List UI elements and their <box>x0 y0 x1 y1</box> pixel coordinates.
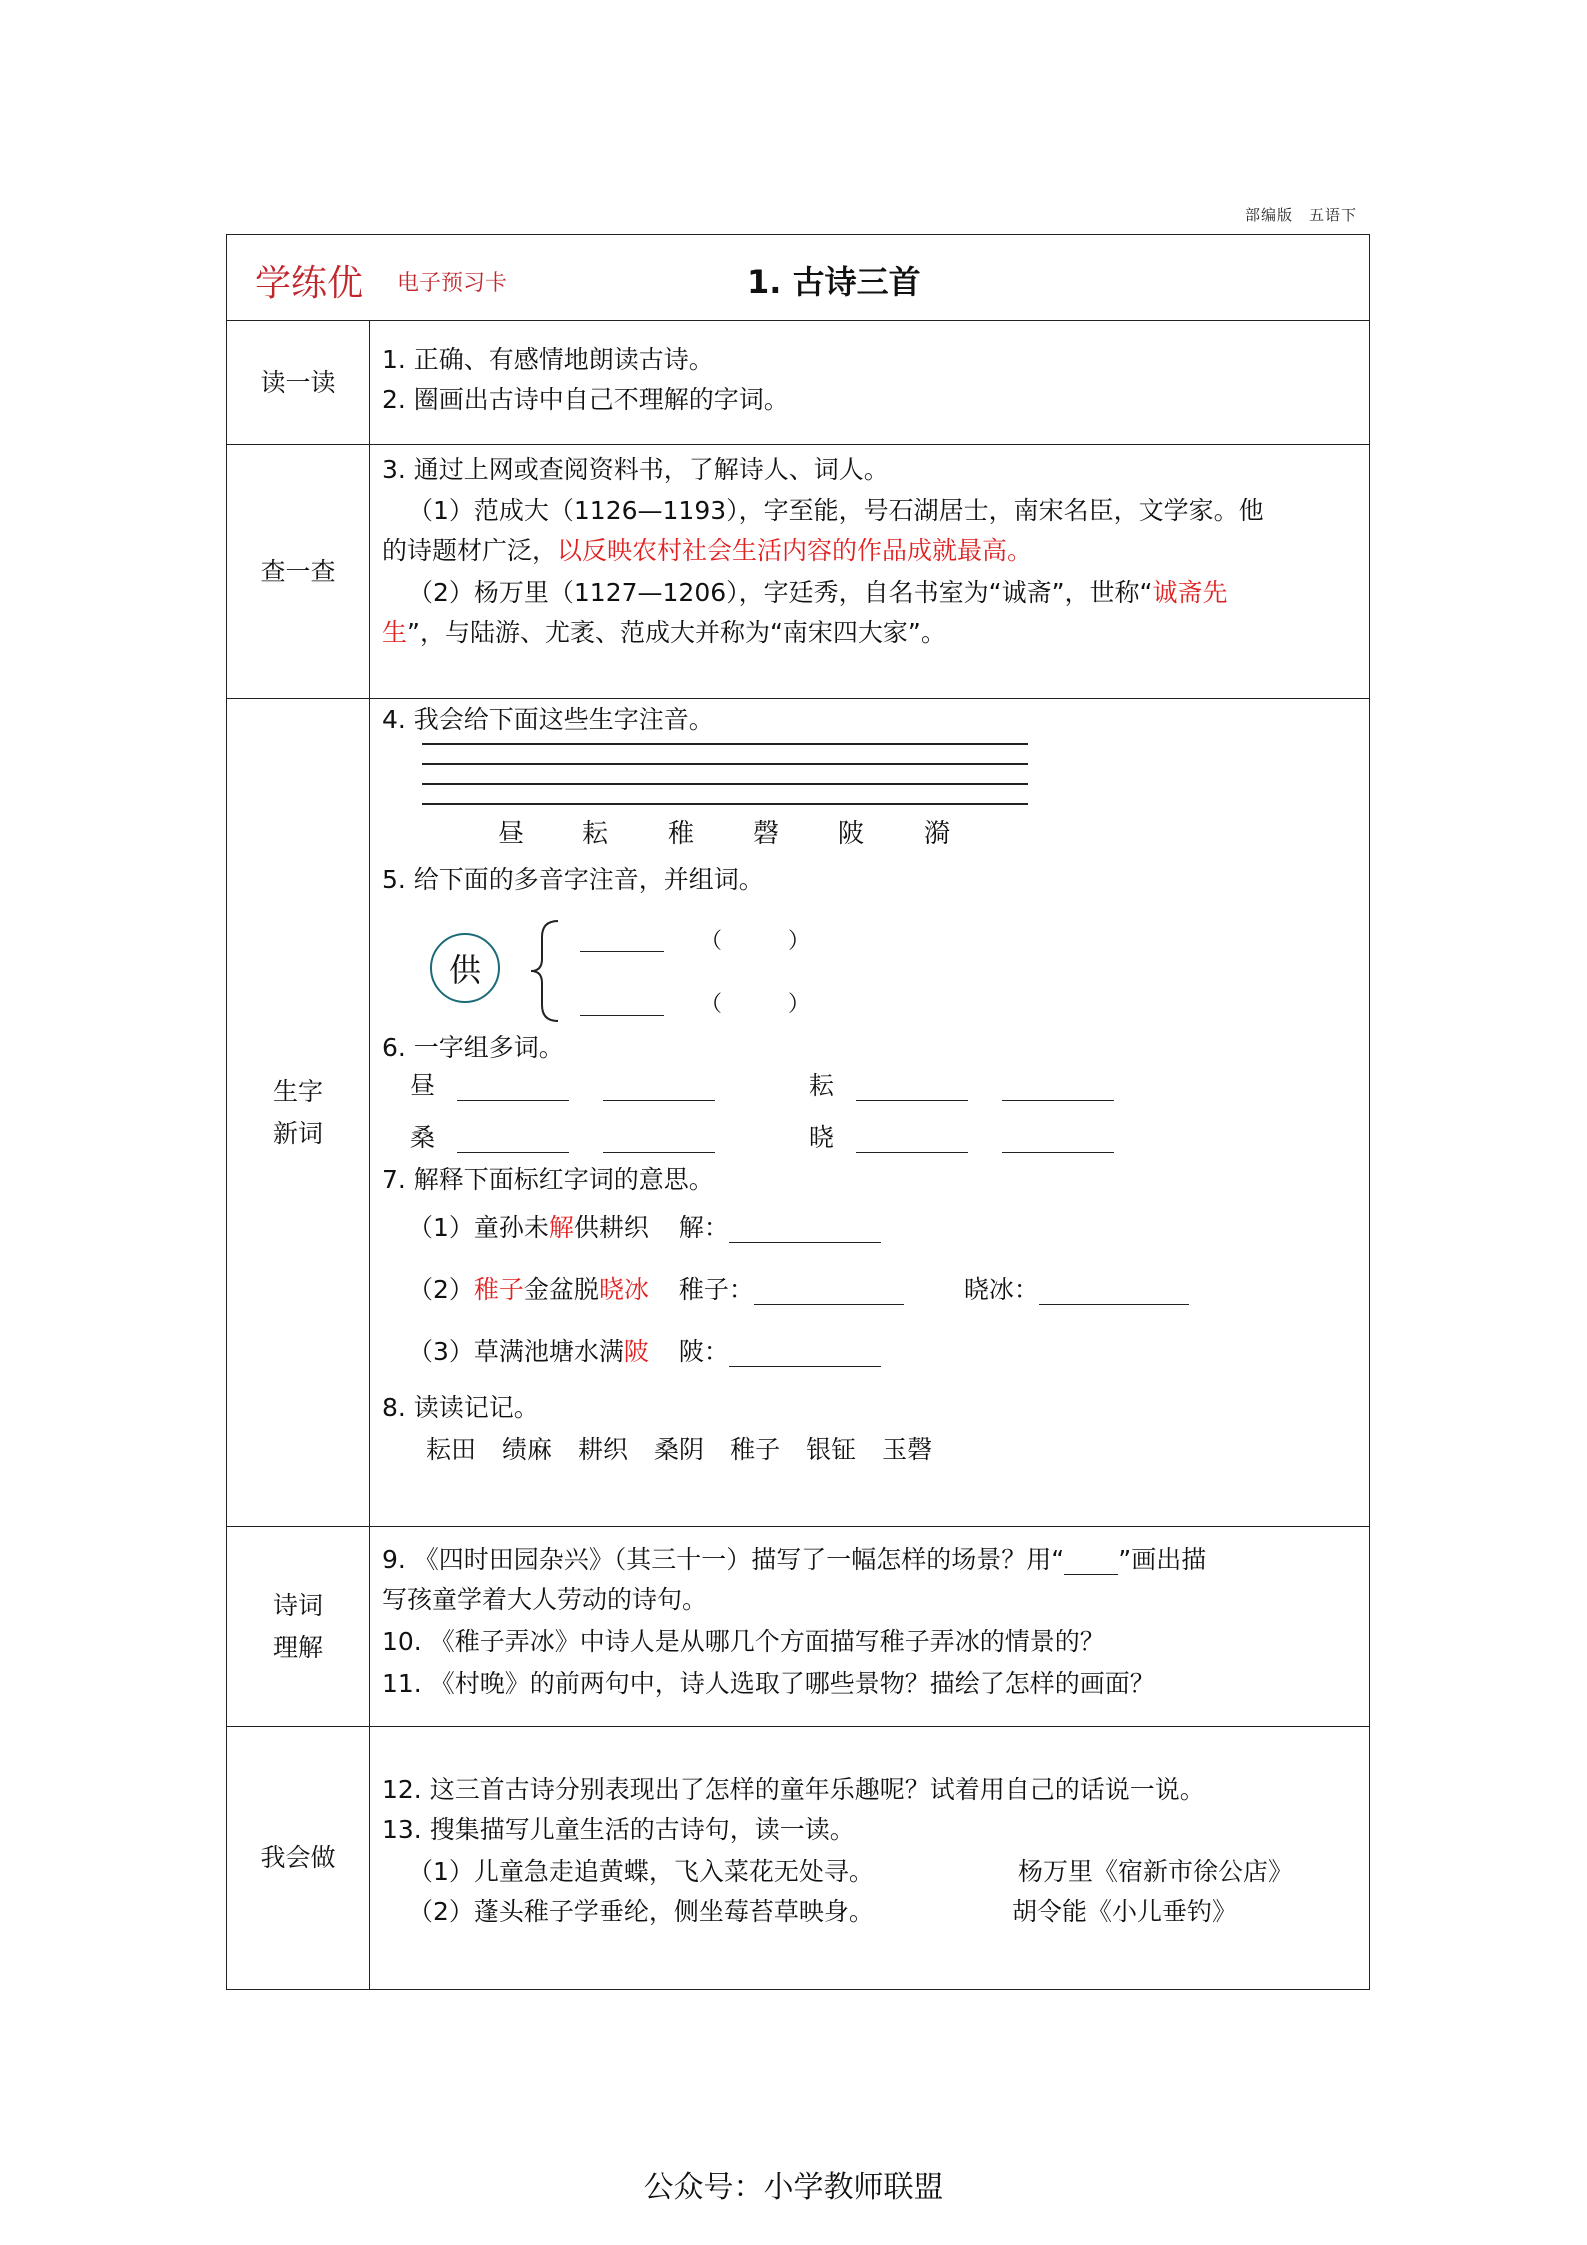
explain-1: （1）童孙未解供耕织 解： <box>408 1213 881 1243</box>
section-words <box>227 699 1369 1527</box>
question-9: 9. 《四时田园杂兴》（其三十一）描写了一幅怎样的场景？用“ ”画出描 <box>382 1545 1207 1574</box>
question-2: 2. 圈画出古诗中自己不理解的字词。 <box>382 385 789 414</box>
explain-3: （3）草满池塘水满陂 陂： <box>408 1337 881 1367</box>
card-subtitle: 电子预习卡 <box>397 271 508 296</box>
group-row-1: 昼 耘 <box>410 1071 1114 1101</box>
word-blank-1[interactable]: （ ） <box>700 929 811 954</box>
pinyin-line <box>422 803 1028 805</box>
section-read <box>227 321 1369 445</box>
char: 昼 <box>498 819 525 849</box>
grade: 五语下 <box>1308 206 1357 224</box>
pinyin-line <box>422 783 1028 785</box>
question-7: 7. 解释下面标红字词的意思。 <box>382 1165 714 1194</box>
poet-fan-line1: （1）范成大（1126—1193），字至能，号石湖居士，南宋名臣，文学家。他 <box>408 496 1264 525</box>
pinyin-blank-2[interactable] <box>580 989 664 1016</box>
section-label: 读一读 <box>227 321 370 444</box>
question-5: 5. 给下面的多音字注音，并组词。 <box>382 865 764 894</box>
group-row-2: 桑 晓 <box>410 1123 1114 1153</box>
poem-line-2: （2）蓬头稚子学垂纶，侧坐莓苔草映身。 <box>408 1897 874 1926</box>
question-1: 1. 正确、有感情地朗读古诗。 <box>382 345 714 374</box>
section-label: 我会做 <box>227 1727 370 1989</box>
question-13: 13. 搜集描写儿童生活的古诗句，读一读。 <box>382 1815 855 1844</box>
question-9-cont: 写孩童学着大人劳动的诗句。 <box>382 1585 708 1614</box>
section-label: 生字 新词 <box>227 699 370 1526</box>
question-12: 12. 这三首古诗分别表现出了怎样的童年乐趣呢？试着用自己的话说一说。 <box>382 1775 1205 1804</box>
page-title: 1. 古诗三首 <box>747 263 921 301</box>
header-row <box>227 235 1369 321</box>
section-do <box>227 1727 1369 1989</box>
char: 陂 <box>838 819 865 849</box>
question-4: 4. 我会给下面这些生字注音。 <box>382 705 714 734</box>
question-8: 8. 读读记记。 <box>382 1393 539 1422</box>
explain-2: （2）稚子金盆脱晓冰 稚子： 晓冰： <box>408 1275 1189 1305</box>
question-6: 6. 一字组多词。 <box>382 1033 564 1062</box>
section-poem <box>227 1527 1369 1727</box>
brand: 学练优 <box>255 263 364 304</box>
poet-fan-line2: 的诗题材广泛，以反映农村社会生活内容的作品成就最高。 <box>382 536 1033 565</box>
poem-source-2: 胡令能《小儿垂钓》 <box>1012 1897 1238 1926</box>
poem-source-1: 杨万里《宿新市徐公店》 <box>1018 1857 1294 1886</box>
pinyin-blank-1[interactable] <box>580 925 664 952</box>
section-check <box>227 445 1369 699</box>
poet-yang-line2: 生”，与陆游、尤袤、范成大并称为“南宋四大家”。 <box>382 618 946 647</box>
publisher: 部编版 <box>1244 206 1293 224</box>
question-3: 3. 通过上网或查阅资料书，了解诗人、词人。 <box>382 455 889 484</box>
char: 稚 <box>668 819 695 849</box>
edition-label <box>1245 204 1357 225</box>
brace-icon <box>528 919 562 1023</box>
char: 耘 <box>582 819 609 849</box>
char: 漪 <box>924 819 951 849</box>
poem-line-1: （1）儿童急走追黄蝶，飞入菜花无处寻。 <box>408 1857 874 1886</box>
question-11: 11. 《村晚》的前两句中，诗人选取了哪些景物？描绘了怎样的画面？ <box>382 1669 1155 1698</box>
pinyin-line <box>422 763 1028 765</box>
footer: 公众号：小学教师联盟 <box>643 2170 944 2205</box>
polyphone-circle: 供 <box>430 933 500 1003</box>
poet-yang-line1: （2）杨万里（1127—1206），字廷秀，自名书室为“诚斋”，世称“诚斋先 <box>408 578 1228 607</box>
char: 磬 <box>753 819 780 849</box>
question-10: 10. 《稚子弄冰》中诗人是从哪几个方面描写稚子弄冰的情景的？ <box>382 1627 1105 1656</box>
preview-card <box>226 234 1370 1990</box>
word-blank-2[interactable]: （ ） <box>700 992 811 1017</box>
section-label: 诗词 理解 <box>227 1527 370 1726</box>
vocab-row: 耘田 绩麻 耕织 桑阴 稚子 银钲 玉磬 <box>426 1435 933 1464</box>
pinyin-line <box>422 743 1028 745</box>
section-label: 查一查 <box>227 445 370 698</box>
